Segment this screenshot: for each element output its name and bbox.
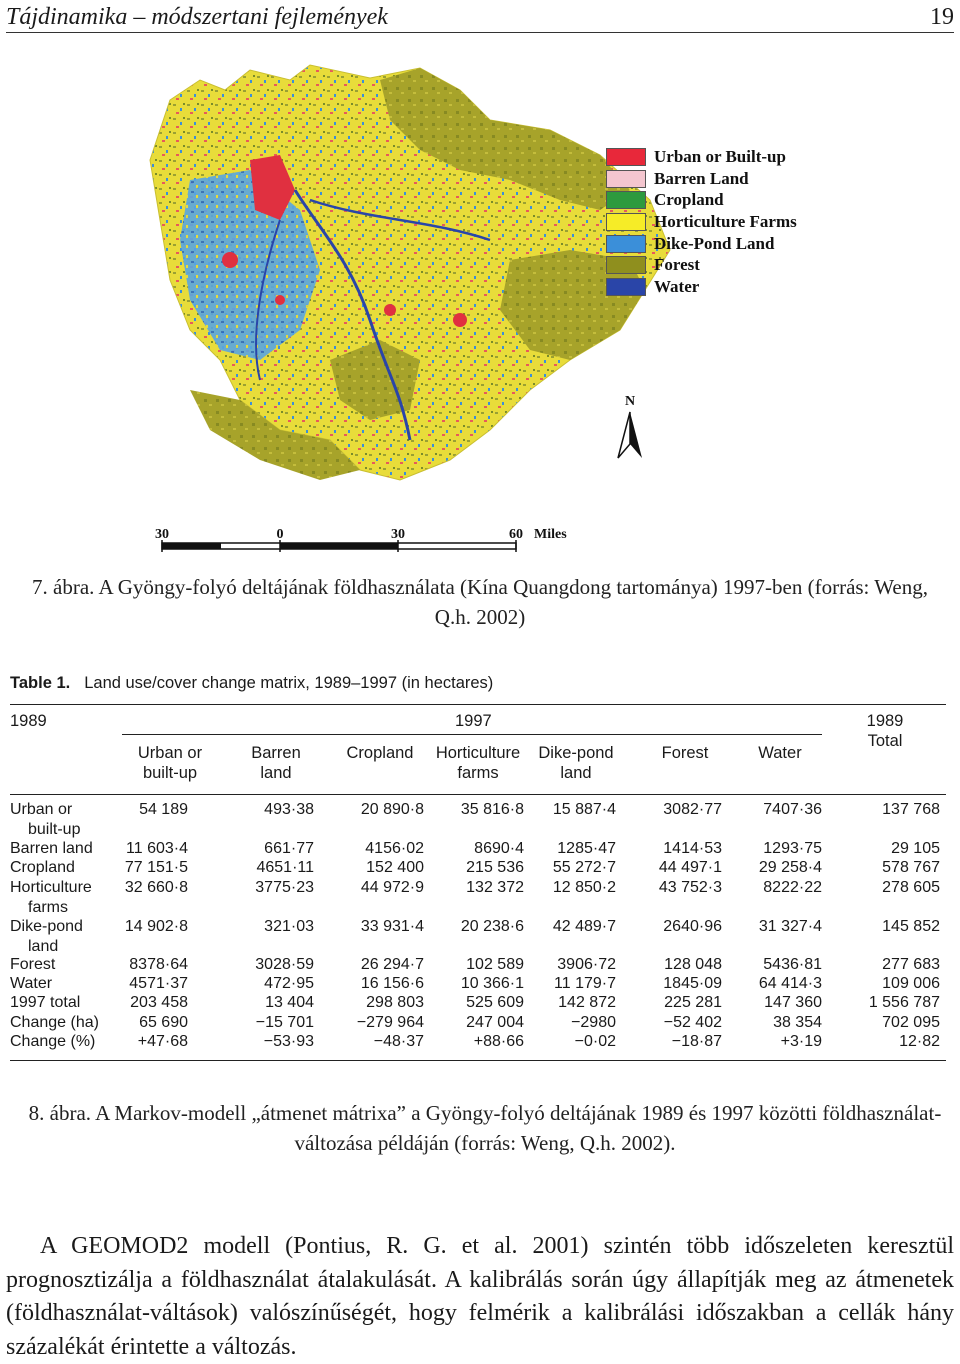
- table-cell: 4571·37: [129, 975, 188, 992]
- column-header: [530, 744, 622, 783]
- table-cell: 8222·22: [763, 879, 822, 896]
- table-cell: −15 701: [255, 1014, 314, 1031]
- table-cell: 64 414·3: [758, 975, 822, 992]
- column-header-line: built-up: [142, 763, 198, 782]
- table-cell: 4156·02: [365, 840, 424, 857]
- paragraph-text: A GEOMOD2 modell (Pontius, R. G. et al. 2001) szintén több időszeleten keresztül prognosztizálja a földhasználat átalakulását. A kalibrálás során úgy állapítják meg az átmenetek (földhasználat-váltások) valószínűségét, hogy felmérik a kalibrálási időszakban a cellák hány százalékát érintette a változás.: [6, 1233, 954, 1360]
- table-cell: 277 683: [882, 956, 940, 973]
- table-cell: 1845·09: [663, 975, 722, 992]
- table-cell: 43 752·3: [658, 879, 722, 896]
- figure-8-caption: 8. ábra. A Markov-modell „átmenet mátrixa” a Gyöngy-folyó deltájának 1989 és 1997 közötti földhasználat-változása példáján (forrás: Weng, Q.h. 2002).: [28, 1101, 942, 1155]
- table-cell: 10 366·1: [460, 975, 524, 992]
- row-label: land: [28, 937, 59, 955]
- total-header-line: 1989: [866, 712, 904, 730]
- legend-item-dike-pond: [606, 233, 797, 255]
- table-cell: 4651·11: [256, 859, 314, 876]
- column-header-line: Water: [758, 744, 802, 762]
- row-label: farms: [28, 898, 68, 916]
- table-cell: −0·02: [574, 1033, 616, 1050]
- table-rule-span: [122, 734, 822, 735]
- legend-item-water: [606, 276, 797, 298]
- table-cell: −2980: [571, 1014, 616, 1031]
- table-cell: 55 272·7: [552, 859, 616, 876]
- total-header-line: Total: [867, 731, 903, 750]
- table-cell: −52 402: [663, 1014, 722, 1031]
- legend-swatch: [606, 278, 646, 296]
- scale-tick-label: 30: [391, 527, 405, 542]
- row-label: Change (ha): [10, 1014, 99, 1031]
- table-cell: 1285·47: [557, 840, 616, 857]
- legend-label: Horticulture Farms: [654, 211, 797, 231]
- column-header-line: farms: [457, 763, 499, 782]
- column-header-line: land: [560, 763, 592, 782]
- running-head: [6, 2, 954, 33]
- table-cell: 44 972·9: [360, 879, 424, 896]
- table-cell: 8690·4: [474, 840, 524, 857]
- table-cell: 137 768: [882, 801, 940, 818]
- table-cell: 42 489·7: [552, 918, 616, 935]
- column-header: [640, 744, 730, 764]
- table-cell: −53·93: [263, 1033, 314, 1050]
- legend-swatch: [606, 148, 646, 166]
- table-cell: 29 105: [891, 840, 940, 857]
- column-header-line: Forest: [661, 744, 709, 762]
- table-cell: 38 354: [773, 1014, 822, 1031]
- table-label: Table 1.: [10, 674, 71, 692]
- table-cell: 26 294·7: [360, 956, 424, 973]
- table-cell: 147 360: [764, 994, 822, 1011]
- table-cell: 11 603·4: [126, 840, 188, 857]
- column-header-line: Horticulture: [435, 744, 521, 762]
- column-header: [120, 744, 220, 783]
- table-cell: 247 004: [466, 1014, 524, 1031]
- map-legend: [606, 146, 797, 298]
- legend-swatch: [606, 191, 646, 209]
- table-cell: 1 556 787: [868, 994, 940, 1011]
- legend-label: Water: [654, 276, 700, 296]
- table-cell: 142 872: [558, 994, 616, 1011]
- table-cell: 20 238·6: [460, 918, 524, 935]
- table-cell: 12 850·2: [552, 879, 616, 896]
- table-cell: 32 660·8: [124, 879, 188, 896]
- table-rule-header: [10, 794, 946, 795]
- table-cell: 145 852: [882, 918, 940, 935]
- legend-swatch: [606, 213, 646, 231]
- total-col-header: [860, 712, 910, 751]
- table-cell: 14 902·8: [124, 918, 188, 935]
- legend-label: Barren Land: [654, 168, 749, 188]
- table-cell: 578 767: [882, 859, 940, 876]
- row-label: Cropland: [10, 859, 75, 876]
- table-cell: 525 609: [466, 994, 524, 1011]
- table-cell: 278 605: [882, 879, 940, 896]
- row-label: Forest: [10, 956, 56, 973]
- table-cell: −18·87: [671, 1033, 722, 1050]
- table-cell: 54 189: [139, 801, 188, 818]
- column-header-line: land: [260, 763, 292, 782]
- column-header-line: Urban or: [137, 744, 203, 762]
- table-title: [10, 674, 493, 693]
- table-cell: 3082·77: [663, 801, 722, 818]
- row-label: Horticulture: [10, 879, 92, 896]
- row-label: Barren land: [10, 840, 93, 857]
- figure-7-caption: 7. ábra. A Gyöngy-folyó deltájának földhasználata (Kína Quangdong tartománya) 1997-ben (forrás: Weng, Q.h. 2002): [32, 575, 928, 629]
- table-cell: 7407·36: [763, 801, 822, 818]
- table-cell: 29 258·4: [758, 859, 822, 876]
- scale-tick-label: 60: [509, 527, 523, 542]
- table-cell: 3775·23: [255, 879, 314, 896]
- table-cell: +3·19: [780, 1033, 822, 1050]
- table-cell: 3906·72: [557, 956, 616, 973]
- table-cell: 5436·81: [763, 956, 822, 973]
- column-header: [740, 744, 820, 764]
- table-cell: 203 458: [130, 994, 188, 1011]
- legend-label: Urban or Built-up: [654, 146, 786, 166]
- column-header: [428, 744, 528, 783]
- table-cell: 2640·96: [663, 918, 722, 935]
- table-cell: 11 179·7: [554, 975, 616, 992]
- row-label: built-up: [28, 820, 81, 838]
- table-cell: 77 151·5: [124, 859, 188, 876]
- table-cell: 298 803: [366, 994, 424, 1011]
- change-matrix-table: [10, 670, 946, 1062]
- column-header: [332, 744, 428, 764]
- scale-tick-label: 30: [155, 527, 169, 542]
- scale-unit: Miles: [534, 527, 567, 542]
- table-cell: 225 281: [664, 994, 722, 1011]
- table-cell: 132 372: [466, 879, 524, 896]
- row-label: Dike-pond: [10, 918, 83, 935]
- legend-label: Forest: [654, 255, 700, 275]
- legend-item-urban: [606, 146, 797, 168]
- table-cell: 128 048: [664, 956, 722, 973]
- table-cell: 1414·53: [663, 840, 722, 857]
- col-year-label: 1997: [455, 712, 492, 730]
- north-label: N: [624, 394, 636, 409]
- legend-swatch: [606, 235, 646, 253]
- table-cell: +47·68: [137, 1033, 188, 1050]
- table-cell: 702 095: [882, 1014, 940, 1031]
- table-cell: 493·38: [264, 801, 314, 818]
- table-cell: 33 931·4: [360, 918, 424, 935]
- legend-swatch: [606, 256, 646, 274]
- table-cell: 152 400: [366, 859, 424, 876]
- table-cell: 3028·59: [255, 956, 314, 973]
- table-rule-top: [10, 704, 946, 705]
- table-cell: −279 964: [356, 1014, 424, 1031]
- table-cell: 13 404: [265, 994, 314, 1011]
- running-head-title: Tájdinamika – módszertani fejlemények: [6, 4, 388, 30]
- row-label: Urban or: [10, 801, 73, 818]
- column-header-line: Dike-pond: [538, 744, 614, 762]
- table-cell: 8378·64: [129, 956, 188, 973]
- table-cell: −48·37: [373, 1033, 424, 1050]
- legend-item-horticulture: [606, 211, 797, 233]
- legend-item-barren: [606, 168, 797, 190]
- body-paragraph: [6, 1230, 954, 1364]
- table-cell: 20 890·8: [360, 801, 424, 818]
- table-cell: 102 589: [466, 956, 524, 973]
- scale-tick-label: 0: [276, 527, 284, 542]
- table-cell: 661·77: [264, 840, 314, 857]
- row-year-label: 1989: [10, 712, 47, 730]
- table-rule-bottom: [10, 1060, 946, 1061]
- legend-swatch: [606, 170, 646, 188]
- table-cell: 472·95: [264, 975, 314, 992]
- row-label: Water: [10, 975, 53, 992]
- row-label: Change (%): [10, 1033, 96, 1050]
- table-cell: 1293·75: [763, 840, 822, 857]
- column-header: [232, 744, 320, 783]
- row-label: 1997 total: [10, 994, 81, 1011]
- north-arrow-icon: [612, 392, 648, 462]
- legend-label: Dike-Pond Land: [654, 233, 775, 253]
- legend-label: Cropland: [654, 190, 724, 210]
- column-header-line: Cropland: [346, 744, 414, 762]
- legend-item-cropland: [606, 189, 797, 211]
- table-cell: 109 006: [882, 975, 940, 992]
- table-cell: 321·03: [264, 918, 314, 935]
- scale-bar: [150, 522, 590, 562]
- table-cell: 65 690: [139, 1014, 188, 1031]
- column-header-line: Barren: [251, 744, 301, 762]
- page-number: 19: [930, 4, 954, 30]
- table-cell: 44 497·1: [658, 859, 722, 876]
- table-cell: 12·82: [899, 1033, 940, 1050]
- table-cell: 31 327·4: [758, 918, 822, 935]
- table-cell: 16 156·6: [360, 975, 424, 992]
- legend-item-forest: [606, 254, 797, 276]
- table-cell: +88·66: [473, 1033, 524, 1050]
- table-cell: 15 887·4: [552, 801, 616, 818]
- table-title-text: Land use/cover change matrix, 1989–1997 (in hectares): [84, 674, 494, 692]
- table-cell: 215 536: [466, 859, 524, 876]
- table-cell: 35 816·8: [460, 801, 524, 818]
